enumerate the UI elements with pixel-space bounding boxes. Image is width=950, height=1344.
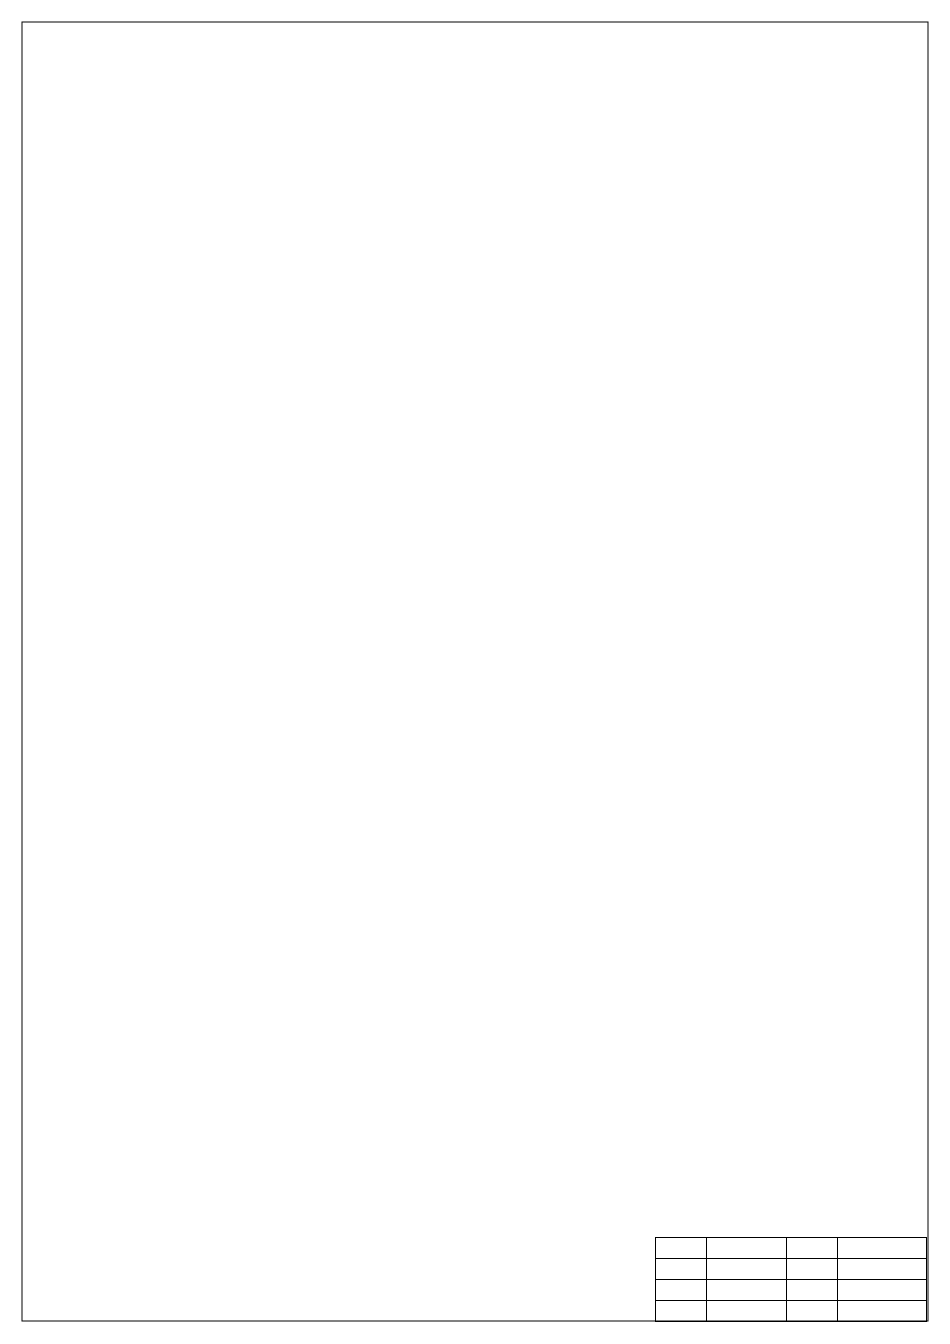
title-row [656,1280,927,1301]
drawing-number-value [838,1259,927,1280]
title-row [656,1301,927,1322]
drawing-number-label [787,1259,838,1280]
drawing-name-value [838,1238,927,1259]
dept-label [656,1238,707,1259]
title-block [655,1237,927,1322]
sheet-border [22,22,928,1321]
name-label [656,1280,707,1301]
drawing-name-label [787,1238,838,1259]
class-label [656,1259,707,1280]
name-value [707,1280,787,1301]
advisor-label [787,1280,838,1301]
advisor-value [838,1280,927,1301]
title-row [656,1259,927,1280]
date-value [838,1301,927,1322]
class-value [707,1259,787,1280]
dept-value [707,1238,787,1259]
student-id-label [656,1301,707,1322]
student-id-value [707,1301,787,1322]
date-label [787,1301,838,1322]
title-row [656,1238,927,1259]
drawing-caption [428,1133,436,1143]
